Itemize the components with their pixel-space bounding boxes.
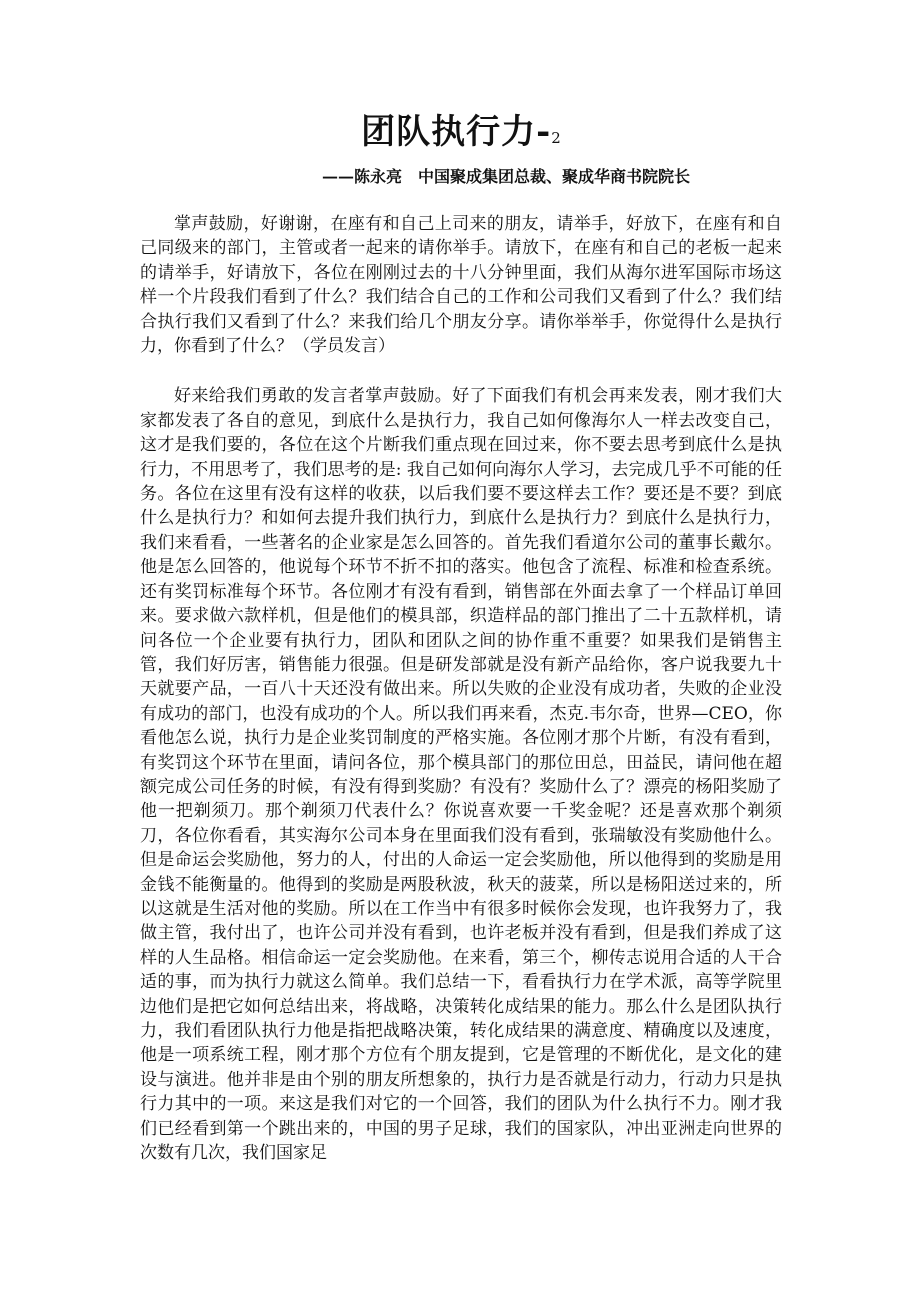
paragraph-1: 掌声鼓励，好谢谢，在座有和自己上司来的朋友，请举手，好放下，在座有和自己同级来的部门，主管或者一起来的请你举手。请放下，在座有和自己的老板一起来的请举手，好请放下，各位在刚刚过去的十八分钟里面，我们从海尔进军国际市场这样一个片段我们看到了什么？我们结合自己的工作和公司我们又看到了什么？我们结合执行我们又看到了什么？来我们给几个朋友分享。请你举举手，你觉得什么是执行力，你看到了什么？（学员发言） — [140, 214, 782, 357]
document-subtitle: ——陈永亮 中国聚成集团总裁、聚成华商书院院长 — [321, 167, 690, 186]
title-suffix: 2 — [551, 129, 561, 147]
paragraph-2: 好来给我们勇敢的发言者掌声鼓励。好了下面我们有机会再来发表，刚才我们大家都发表了各自的意见，到底什么是执行力，我自己如何像海尔人一样去改变自己，这才是我们要的，各位在这个片断我们重点现在回过来，你不要去思考到底什么是执行力，不用思考了，我们思考的是: 我自己如何向海尔人学习，去完成几乎不可能的任务。各位在这里有没有这样的收获，以后我们要不要这样去工作？要还是不要？到底什么是执行力？和如何去提升我们执行力，到底什么是执行力？到底什么是执行力，我们来看看，一些著名的企业家是怎么回答的。首先我们看道尔公司的董事长戴尔。他是怎么回答的，他说每个环节不折不扣的落实。他包含了流程、标准和检查系统。还有奖罚标准每个环节。各位刚才有没有看到，销售部在外面去拿了一个样品订单回来。要求做六款样机，但是他们的模具部，织造样品的部门推出了二十五款样机，请问各位一个企业要有执行力，团队和团队之间的协作重不重要？如果我们是销售主管，我们好厉害，销售能力很强。但是研发部就是没有新产品给你，客户说我要九十天就要产品，一百八十天还没有做出来。所以失败的企业没有成功者，失败的企业没有成功的部门，也没有成功的个人。所以我们再来看，杰克.韦尔奇，世界—CEO，你看他怎么说，执行力是企业奖罚制度的严格实施。各位刚才那个片断，有没有看到，有奖罚这个环节在里面，请问各位，那个模具部门的那位田总，田益民，请问他在超额完成公司任务的时候，有没有得到奖励？有没有？奖励什么了？漂亮的杨阳奖励了他一把剃须刀。那个剃须刀代表什么？你说喜欢要一千奖金呢？还是喜欢那个剃须刀，各位你看看，其实海尔公司本身在里面我们没有看到，张瑞敏没有奖励他什么。但是命运会奖励他，努力的人，付出的人命运一定会奖励他，所以他得到的奖励是用金钱不能衡量的。他得到的奖励是两股秋波，秋天的菠菜，所以是杨阳送过来的，所以这就是生活对他的奖励。所以在工作当中有很多时候你会发现，也许我努力了，我做主管，我付出了，也许公司并没有看到，也许老板并没有看到，但是我们养成了这样的人生品格。相信命运一定会奖励他。在来看，第三个，柳传志说用合适的人干合适的事，而为执行力就这么简单。我们总结一下，看看执行力在学术派，高等学院里边他们是把它如何总结出来，将战略，决策转化成结果的能力。那么什么是团队执行力，我们看团队执行力他是指把战略决策，转化成结果的满意度、精确度以及速度，他是一项系统工程，刚才那个方位有个朋友提到，它是管理的不断优化，是文化的建设与演进。他并非是由个别的朋友所想象的，执行力是否就是行动力，行动力只是执行力其中的一项。来这是我们对它的一个回答，我们的团队为什么执行不力。刚才我们已经看到第一个跳出来的，中国的男子足球，我们的国家队，冲出亚洲走向世界的次数有几次，我们国家足 — [140, 386, 782, 1164]
document-title — [140, 110, 782, 160]
title-main: 团队执行力- — [361, 112, 552, 152]
